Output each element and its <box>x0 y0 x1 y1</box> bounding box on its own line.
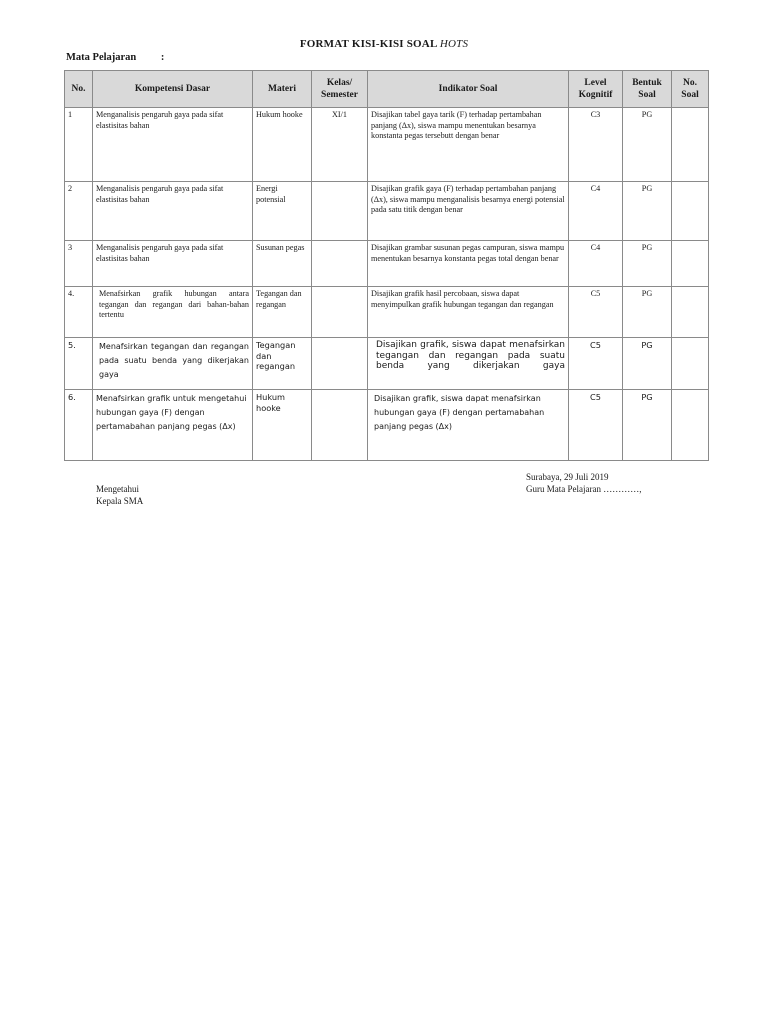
cell-no-soal <box>672 108 709 182</box>
cell-level: C4 <box>569 241 623 287</box>
cell-no-soal <box>672 241 709 287</box>
header-no: No. <box>65 71 93 108</box>
cell-kelas <box>312 338 368 390</box>
cell-kompetensi-dasar: Menganalisis pengaruh gaya pada sifat elastisitas bahan <box>93 182 253 241</box>
signature-mengetahui: Mengetahui <box>96 484 139 494</box>
subject-line <box>66 52 164 63</box>
cell-no-soal <box>672 338 709 390</box>
document-title <box>0 38 768 50</box>
cell-kompetensi-dasar: Menganalisis pengaruh gaya pada sifat elastisitas bahan <box>93 108 253 182</box>
cell-no: 6. <box>65 390 93 461</box>
signature-block-teacher <box>526 471 641 495</box>
cell-no-soal <box>672 182 709 241</box>
cell-no: 5. <box>65 338 93 390</box>
cell-level: C3 <box>569 108 623 182</box>
table-row <box>65 338 709 390</box>
cell-materi: Tegangan dan regangan <box>253 287 312 338</box>
cell-no: 2 <box>65 182 93 241</box>
title-hots: HOTS <box>439 38 469 50</box>
cell-kompetensi-dasar: Menafsirkan grafik hubungan antara tegangan dan regangan dari bahan-bahan tertentu <box>93 287 253 338</box>
cell-kompetensi-dasar: Menganalisis pengaruh gaya pada sifat elastisitas bahan <box>93 241 253 287</box>
signature-guru: Guru Mata Pelajaran …………, <box>526 484 642 494</box>
header-no-soal: No. Soal <box>672 71 709 108</box>
cell-bentuk: PG <box>623 390 672 461</box>
kisi-kisi-table <box>64 70 709 461</box>
cell-kelas <box>312 182 368 241</box>
cell-materi: Susunan pegas <box>253 241 312 287</box>
cell-indikator: Disajikan grafik hasil percobaan, siswa dapat menyimpulkan grafik hubungan tegangan dan regangan <box>368 287 569 338</box>
table-row <box>65 390 709 461</box>
header-level-kognitif: Level Kognitif <box>569 71 623 108</box>
cell-kompetensi-dasar: Menafsirkan tegangan dan regangan pada suatu benda yang dikerjakan gaya <box>93 338 253 390</box>
table-row <box>65 182 709 241</box>
cell-no-soal <box>672 287 709 338</box>
cell-kelas: XI/1 <box>312 108 368 182</box>
cell-kelas <box>312 287 368 338</box>
cell-materi: Energi potensial <box>253 182 312 241</box>
signature-place-date: Surabaya, 29 Juli 2019 <box>526 472 609 482</box>
table-row <box>65 108 709 182</box>
subject-colon: : <box>160 52 165 63</box>
header-kelas-semester: Kelas/ Semester <box>312 71 368 108</box>
cell-indikator: Disajikan grafik gaya (F) terhadap pertambahan panjang (Δx), siswa mampu menganalisis besarnya energi potensial pada satu titik dengan benar <box>368 182 569 241</box>
cell-level: C5 <box>569 390 623 461</box>
signature-kepala-sma: Kepala SMA <box>96 496 144 506</box>
header-bentuk-soal: Bentuk Soal <box>623 71 672 108</box>
table-row <box>65 241 709 287</box>
table-row <box>65 287 709 338</box>
title-main: FORMAT KISI-KISI SOAL <box>299 38 437 50</box>
cell-indikator: Disajikan grafik, siswa dapat menafsirkan hubungan gaya (F) dengan pertamabahan panjang pegas (Δx) <box>368 390 569 461</box>
cell-no-soal <box>672 390 709 461</box>
cell-indikator: Disajikan tabel gaya tarik (F) terhadap pertambahan panjang (Δx), siswa mampu menentukan besarnya konstanta pegas tersebutt dengan benar <box>368 108 569 182</box>
cell-level: C4 <box>569 182 623 241</box>
cell-no: 3 <box>65 241 93 287</box>
cell-materi: Tegangan dan regangan <box>253 338 312 390</box>
cell-indikator: Disajikan grafik, siswa dapat menafsirkan tegangan dan regangan pada suatu benda yang dikerjakan gaya <box>368 338 569 390</box>
cell-bentuk: PG <box>623 182 672 241</box>
cell-bentuk: PG <box>623 241 672 287</box>
cell-kelas <box>312 241 368 287</box>
cell-materi: Hukum hooke <box>253 108 312 182</box>
cell-bentuk: PG <box>623 108 672 182</box>
cell-materi: Hukum hooke <box>253 390 312 461</box>
cell-no: 1 <box>65 108 93 182</box>
header-indikator-soal: Indikator Soal <box>368 71 569 108</box>
cell-kompetensi-dasar: Menafsirkan grafik untuk mengetahui hubungan gaya (F) dengan pertamabahan panjang pegas (Δx) <box>93 390 253 461</box>
subject-label: Mata Pelajaran <box>66 52 137 63</box>
cell-indikator: Disajikan grambar susunan pegas campuran, siswa mampu menentukan besarnya konstanta pegas total dengan benar <box>368 241 569 287</box>
cell-kelas <box>312 390 368 461</box>
signature-block-principal <box>96 483 143 507</box>
header-kompetensi-dasar: Kompetensi Dasar <box>93 71 253 108</box>
header-materi: Materi <box>253 71 312 108</box>
cell-level: C5 <box>569 338 623 390</box>
cell-no: 4. <box>65 287 93 338</box>
cell-bentuk: PG <box>623 338 672 390</box>
cell-level: C5 <box>569 287 623 338</box>
table-header-row <box>65 71 709 108</box>
cell-bentuk: PG <box>623 287 672 338</box>
